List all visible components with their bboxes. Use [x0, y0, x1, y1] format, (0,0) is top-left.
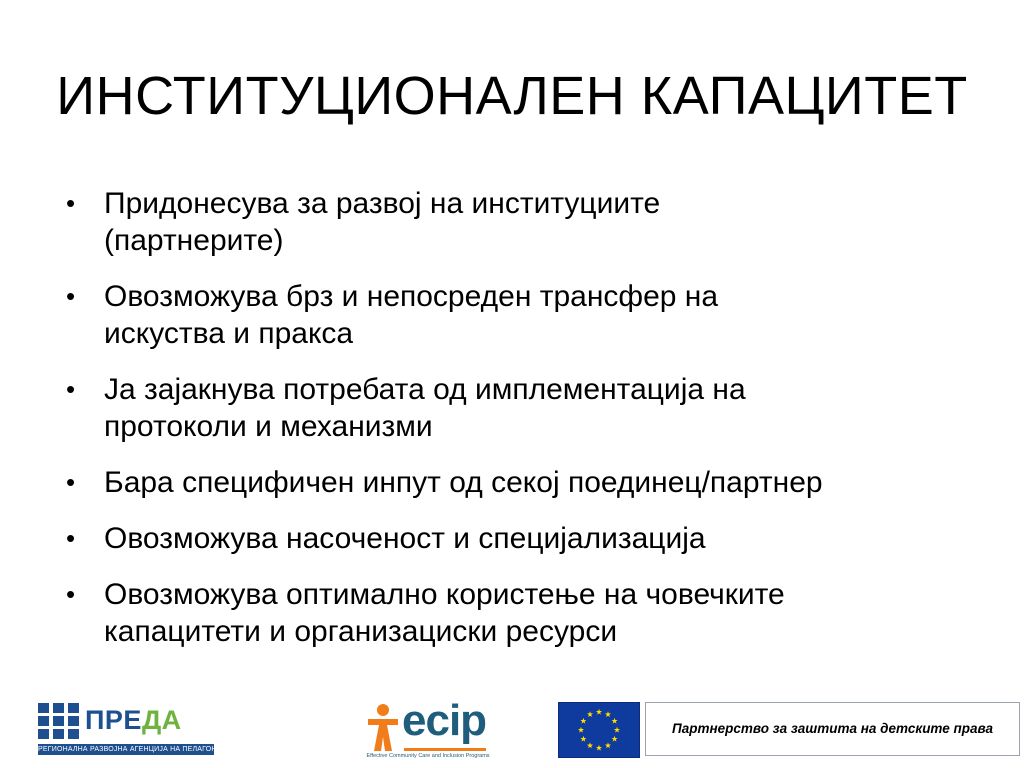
star-icon: [578, 727, 584, 733]
bullet-text: [104, 371, 992, 445]
bullet-icon: •: [66, 523, 76, 553]
star-icon: [605, 742, 611, 748]
bullet-item: [62, 520, 992, 557]
preda-wordmark: ПРЕДА: [85, 705, 182, 735]
bullet-icon: •: [66, 579, 76, 609]
ecip-wordmark: ecip: [402, 696, 487, 745]
bullet-item: [62, 371, 992, 445]
star-icon: [605, 711, 611, 717]
bullet-text: [104, 520, 992, 557]
bullet-line: искуства и пракса: [104, 317, 354, 350]
preda-logo: [38, 703, 258, 759]
preda-subtitle: РЕГИОНАЛНА РАЗВОЈНА АГЕНЦИЈА НА ПЕЛАГОНИЈА-ПРЕДА: [38, 746, 258, 753]
bullet-line: Овозможува насоченост и специјализација: [104, 522, 706, 555]
star-icon: [580, 718, 586, 724]
star-icon: [612, 718, 618, 724]
star-icon: [580, 736, 586, 742]
bullet-line: Овозможува оптимално користење на човечките: [104, 578, 785, 611]
bullet-text: [104, 464, 992, 501]
star-icon: [596, 709, 602, 715]
bullet-item: [62, 278, 992, 352]
star-icon: [587, 742, 593, 748]
bullet-text: [104, 278, 992, 352]
bullet-icon: •: [66, 374, 76, 404]
star-icon: [587, 711, 593, 717]
bullet-line: (партнерите): [104, 224, 284, 257]
bullet-line: Овозможува брз и непосреден трансфер на: [104, 280, 719, 313]
bullet-icon: •: [66, 281, 76, 311]
bullet-line: капацитети и организациски ресурси: [104, 615, 618, 648]
bullet-item: [62, 464, 992, 501]
ecip-underline: [404, 748, 486, 751]
bullet-line: протоколи и механизми: [104, 410, 433, 443]
eu-flag-icon: [558, 702, 640, 758]
footer-caption: Партнерство за заштита на детските права: [645, 702, 1020, 756]
bullet-icon: •: [66, 467, 76, 497]
bullet-item: [62, 185, 992, 259]
bullet-line: Бара специфичен инпут од секој поединец/партнер: [104, 466, 823, 499]
bullet-text: [104, 185, 992, 259]
ecip-tagline: Effective Community Care and Inclusion Programs: [366, 753, 490, 759]
grid-icon: [38, 703, 80, 739]
slide-title: ИНСТИТУЦИОНАЛЕН КАПАЦИТЕТ: [56, 66, 968, 126]
bullet-item: [62, 576, 992, 650]
person-icon: [366, 703, 400, 753]
bullet-line: Ја зајакнува потребата од имплементација на: [104, 373, 746, 406]
bullet-list: [62, 185, 992, 669]
ecip-logo: [366, 696, 492, 761]
bullet-icon: •: [66, 188, 76, 218]
star-icon: [614, 727, 620, 733]
bullet-text: [104, 576, 992, 650]
bullet-line: Придонесува за развој на институциите: [104, 187, 661, 220]
star-icon: [596, 745, 602, 751]
star-icon: [612, 736, 618, 742]
footer-logos: [0, 695, 1024, 768]
